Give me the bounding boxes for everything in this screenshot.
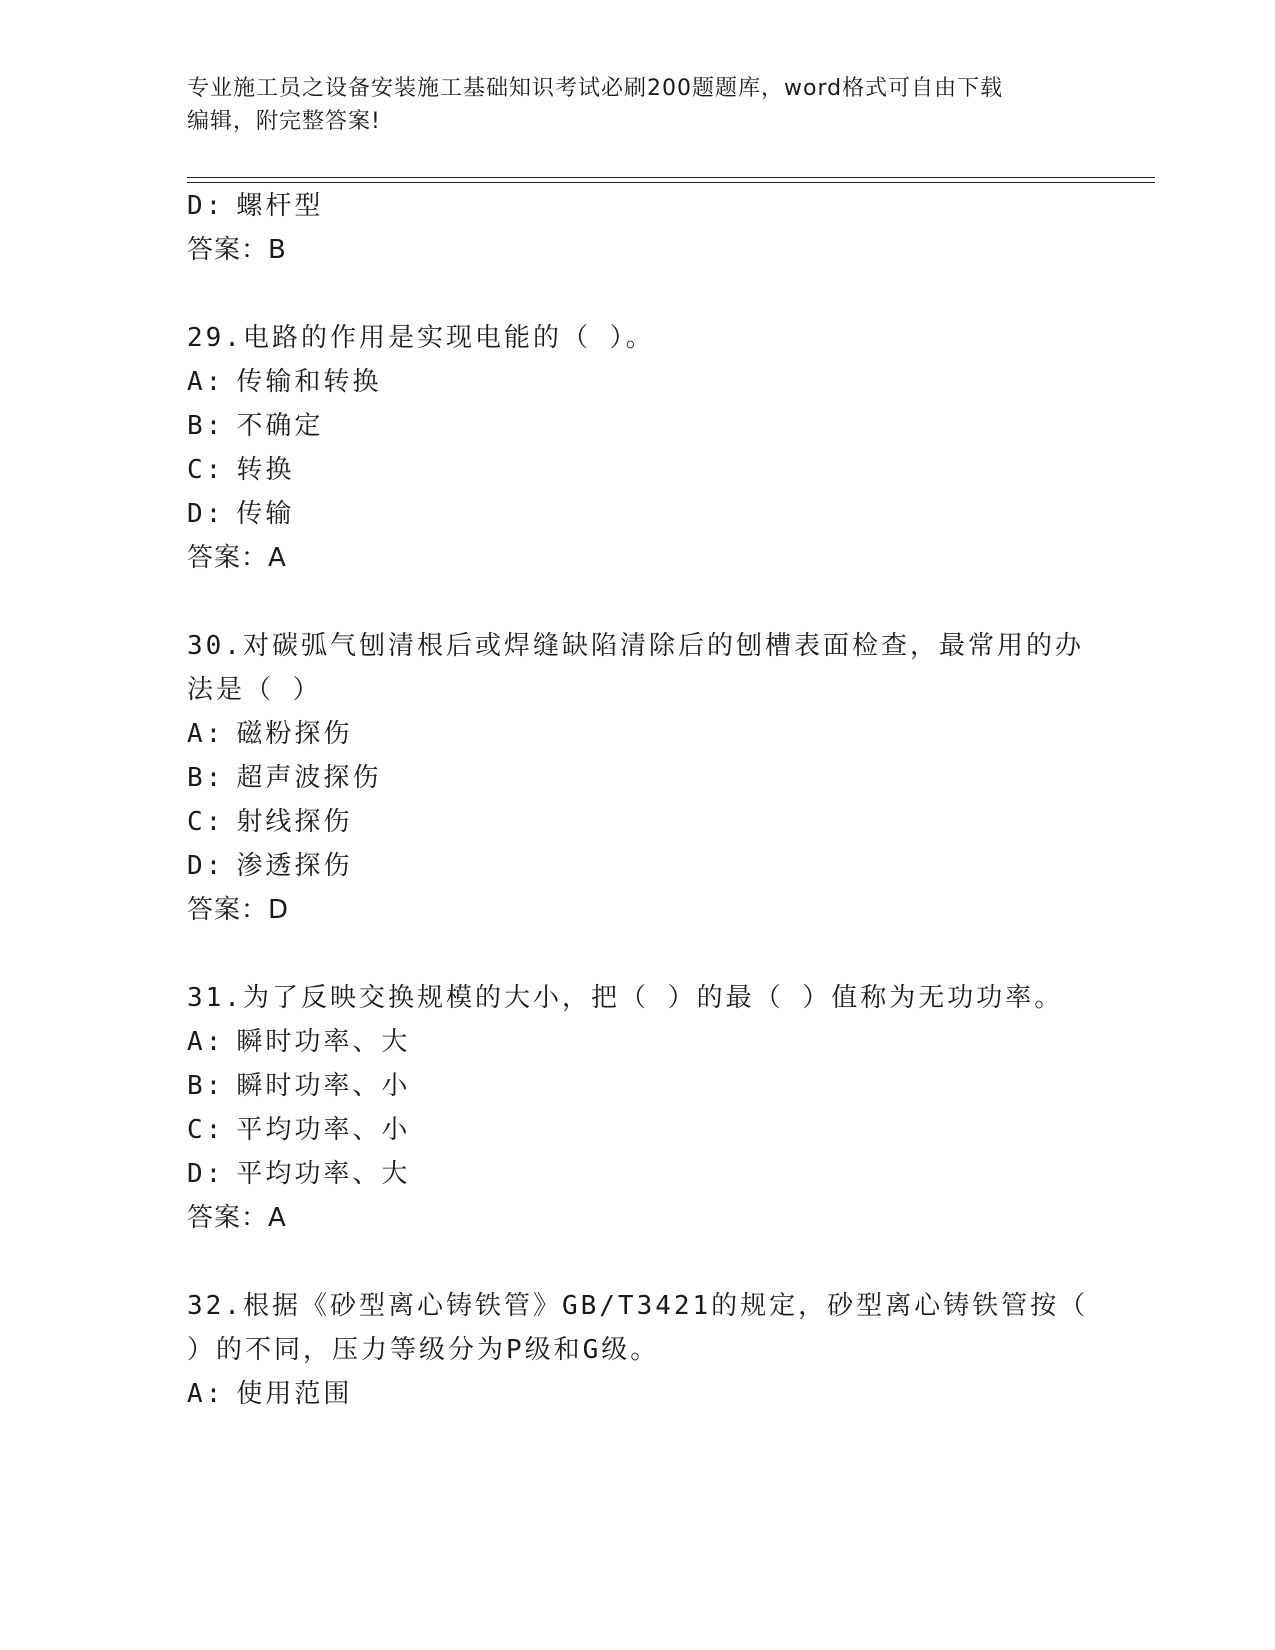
q29-option-a [187,366,1087,398]
option-label: D: [187,191,225,221]
option-text: 射线探伤 [236,807,353,837]
option-label: A: [187,367,225,397]
option-label: C: [187,1115,225,1145]
q29-option-d [187,498,1087,530]
prev-option-d [187,190,1087,222]
q32-option-a [187,1378,1087,1410]
q29-option-b [187,410,1087,442]
q30-stem-line-1: 30.对碳弧气刨清根后或焊缝缺陷清除后的刨槽表面检查，最常用的办 [187,631,1084,661]
option-label: A: [187,719,225,749]
header-divider-bottom [187,182,1155,183]
option-label: A: [187,1379,225,1409]
q29-option-c [187,454,1087,486]
q31-option-d [187,1158,1087,1190]
option-label: C: [187,455,225,485]
option-label: D: [187,851,225,881]
q31-answer: 答案：A [187,1203,287,1233]
q29-stem: 29.电路的作用是实现电能的（ ）。 [187,323,655,353]
document-header [187,72,1067,138]
q30-option-d [187,850,1087,882]
option-label: B: [187,1071,225,1101]
q32-stem-line-2: ）的不同，压力等级分为P级和G级。 [187,1335,660,1365]
q31-option-c [187,1114,1087,1146]
option-label: D: [187,1159,225,1189]
q31-stem: 31.为了反映交换规模的大小，把（ ）的最（ ）值称为无功功率。 [187,983,1064,1013]
option-text: 超声波探伤 [236,763,382,793]
header-divider-top [187,177,1155,178]
q30-answer: 答案：D [187,895,290,925]
option-text: 平均功率、大 [236,1159,411,1189]
option-text: 平均功率、小 [236,1115,411,1145]
option-label: B: [187,763,225,793]
option-text: 传输 [236,499,295,529]
option-label: B: [187,411,225,441]
option-label: D: [187,499,225,529]
prev-answer: 答案：B [187,235,287,265]
header-title-line-2: 编辑，附完整答案! [187,109,381,134]
option-text: 使用范围 [236,1379,353,1409]
option-text: 不确定 [236,411,324,441]
q30-option-c [187,806,1087,838]
option-text: 瞬时功率、大 [236,1027,411,1057]
q30-option-a [187,718,1087,750]
q31-option-a [187,1026,1087,1058]
q31-option-b [187,1070,1087,1102]
q30-stem-line-2: 法是（ ） [187,675,322,705]
option-label: A: [187,1027,225,1057]
option-text: 磁粉探伤 [236,719,353,749]
option-label: C: [187,807,225,837]
option-text: 转换 [236,455,295,485]
q30-option-b [187,762,1087,794]
option-text: 瞬时功率、小 [236,1071,411,1101]
header-title-line-1: 专业施工员之设备安装施工基础知识考试必刷200题题库，word格式可自由下载 [187,76,1004,101]
q29-answer: 答案：A [187,543,287,573]
option-text: 渗透探伤 [236,851,353,881]
q32-stem-line-1: 32.根据《砂型离心铸铁管》GB/T3421的规定，砂型离心铸铁管按（ [187,1291,1089,1321]
option-text: 传输和转换 [236,367,382,397]
option-text: 螺杆型 [236,191,324,221]
